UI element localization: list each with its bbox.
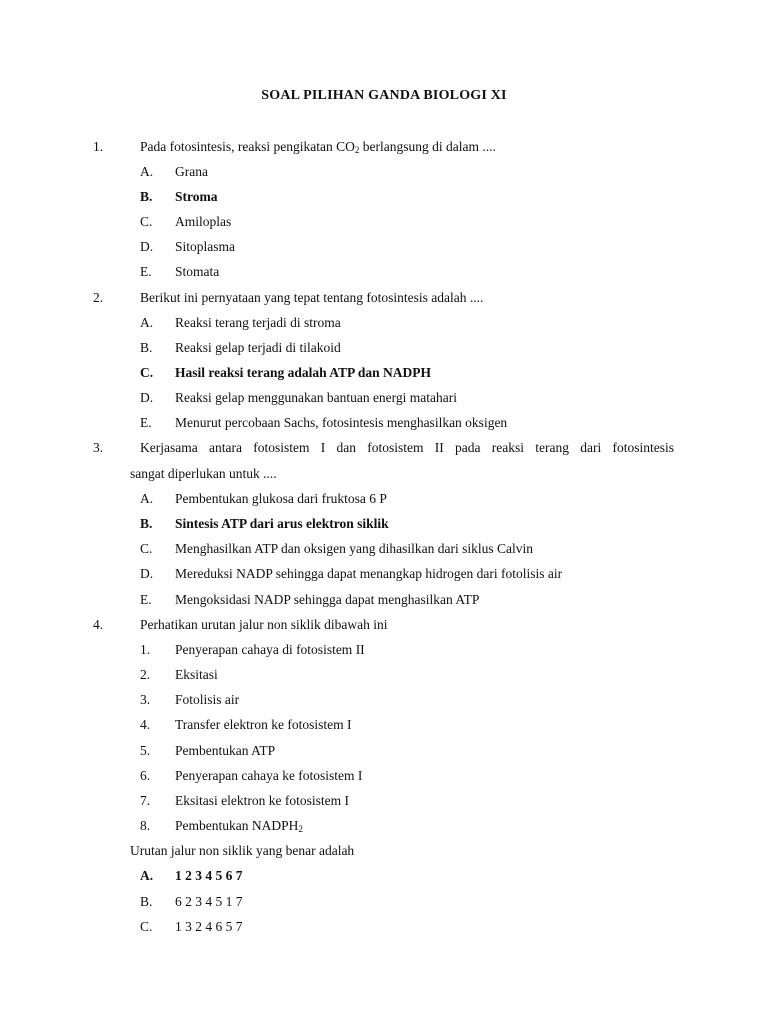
option-label: A. — [140, 164, 154, 179]
step-text: Fotolisis air — [175, 692, 240, 707]
option-label: B. — [140, 516, 153, 531]
question-text: Perhatikan urutan jalur non siklik dibawah ini — [140, 617, 388, 632]
step-text: Pembentukan $NADPH_2$ — [175, 818, 303, 834]
step-label: 8. — [140, 818, 151, 833]
question-number: 4. — [93, 617, 104, 632]
option-text: Grana — [175, 164, 208, 179]
step-text: Penyerapan cahaya ke fotosistem I — [175, 768, 363, 783]
option-label: E. — [140, 264, 152, 279]
option-text: Stomata — [175, 264, 220, 279]
option-text: Amiloplas — [175, 214, 232, 229]
document-title: SOAL PILIHAN GANDA BIOLOGI XI — [261, 88, 507, 103]
option-text: Mengoksidasi NADP sehingga dapat menghasilkan ATP — [175, 592, 480, 607]
option-text: Reaksi terang terjadi di stroma — [175, 315, 341, 330]
option-text: 6 2 3 4 5 1 7 — [175, 894, 243, 909]
question-number: 1. — [93, 139, 104, 154]
option-label: C. — [140, 919, 153, 934]
step-label: 5. — [140, 743, 151, 758]
question-prompt: Urutan jalur non siklik yang benar adalah — [130, 843, 355, 858]
option-label: C. — [140, 541, 153, 556]
option-label: B. — [140, 340, 153, 355]
option-text: Menurut percobaan Sachs, fotosintesis menghasilkan oksigen — [175, 415, 508, 430]
option-text: Reaksi gelap terjadi di tilakoid — [175, 340, 341, 355]
step-label: 1. — [140, 642, 151, 657]
step-text: Penyerapan cahaya di fotosistem II — [175, 642, 365, 657]
option-label: E. — [140, 592, 152, 607]
question-text: Berikut ini pernyataan yang tepat tentang fotosintesis adalah .... — [140, 290, 484, 305]
option-text-correct: Sintesis ATP dari arus elektron siklik — [175, 516, 389, 531]
option-text: Menghasilkan ATP dan oksigen yang dihasilkan dari siklus Calvin — [175, 541, 533, 556]
option-label: B. — [140, 894, 153, 909]
question-number: 2. — [93, 290, 104, 305]
option-label: C. — [140, 214, 153, 229]
option-label: E. — [140, 415, 152, 430]
step-label: 3. — [140, 692, 151, 707]
option-text-correct: Hasil reaksi terang adalah ATP dan NADPH — [175, 365, 432, 380]
option-label: D. — [140, 566, 154, 581]
option-label: C. — [140, 365, 154, 380]
option-label: A. — [140, 868, 154, 883]
option-label: A. — [140, 315, 154, 330]
step-text: Transfer elektron ke fotosistem I — [175, 717, 352, 732]
option-label: B. — [140, 189, 153, 204]
option-label: D. — [140, 390, 154, 405]
question-text-line: Kerjasama antara fotosistem I dan fotosistem II pada reaksi terang dari fotosintesis — [140, 440, 674, 455]
option-label: D. — [140, 239, 154, 254]
question-text: Pada fotosintesis, reaksi pengikatan $CO_2$ berlangsung di dalam .... — [140, 139, 496, 155]
option-text-correct: 1 2 3 4 5 6 7 — [175, 868, 243, 883]
option-text: Mereduksi NADP sehingga dapat menangkap hidrogen dari fotolisis air — [175, 566, 563, 581]
option-text: 1 3 2 4 6 5 7 — [175, 919, 243, 934]
option-text: Reaksi gelap menggunakan bantuan energi matahari — [175, 390, 458, 405]
step-label: 2. — [140, 667, 151, 682]
step-text: Eksitasi elektron ke fotosistem I — [175, 793, 349, 808]
option-text: Pembentukan glukosa dari fruktosa 6 P — [175, 491, 387, 506]
step-label: 6. — [140, 768, 151, 783]
step-text: Pembentukan ATP — [175, 743, 276, 758]
option-label: A. — [140, 491, 154, 506]
step-label: 4. — [140, 717, 151, 732]
option-text-correct: Stroma — [175, 189, 218, 204]
question-text-line: sangat diperlukan untuk .... — [130, 466, 277, 481]
step-label: 7. — [140, 793, 151, 808]
option-text: Sitoplasma — [175, 239, 235, 254]
question-number: 3. — [93, 440, 104, 455]
step-text: Eksitasi — [175, 667, 218, 682]
